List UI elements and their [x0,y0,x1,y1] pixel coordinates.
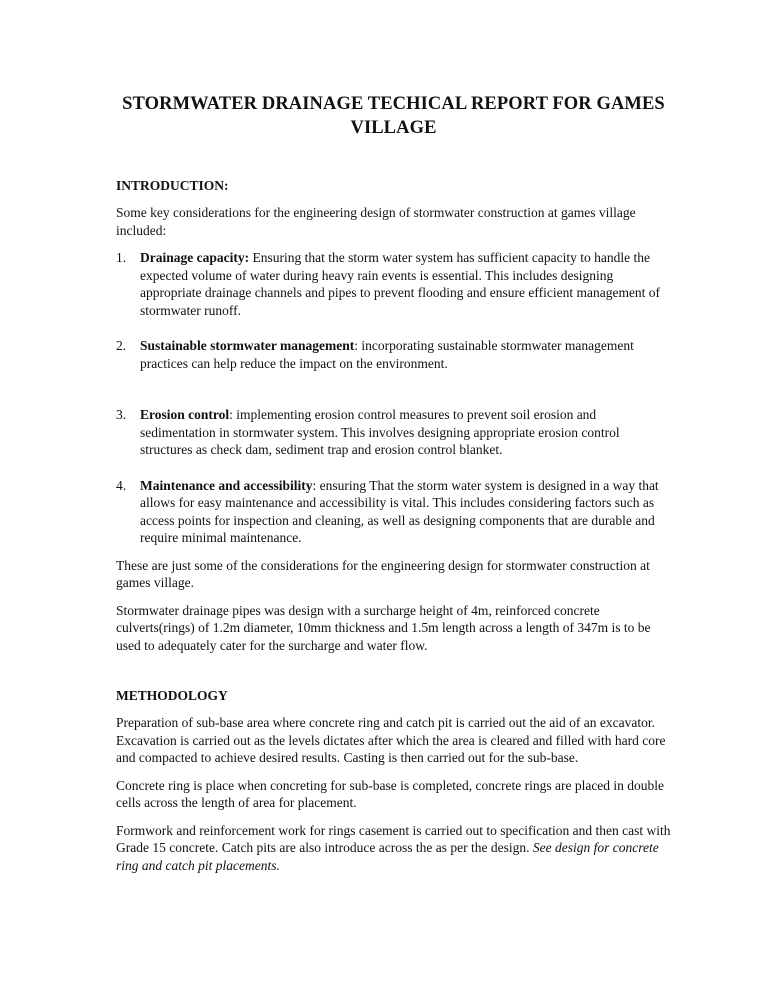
list-item-term: Sustainable stormwater management [140,338,355,353]
list-item-number: 3. [116,407,127,422]
list-item-number: 4. [116,477,127,493]
considerations-list [116,249,671,547]
list-item-text: : implementing erosion control measures to prevent soil erosion and sedimentation in stormwater system. This involves designing appropriate erosion control structures as check dam, sediment trap and erosion control blanket. [140,407,620,457]
list-item-number: 1. [116,250,127,265]
methodology-heading: METHODOLOGY [116,688,228,703]
methodology-paragraph-2: Concrete ring is place when concreting for sub-base is completed, concrete rings are placed in double cells across the length of area for placement. [116,777,665,810]
list-item [116,406,671,459]
methodology-design-reference: See design for concrete ring and catch pit placements. [116,840,659,873]
list-item [116,477,671,547]
methodology-paragraph-1: Preparation of sub-base area where concrete ring and catch pit is carried out the aid of an excavator. Excavation is carried out as the levels dictates after which the area is cleared and filled with hard core and compacted to achieve desired results. Casting is then carried out for the sub-base. [116,715,666,765]
report-title: STORMWATER DRAINAGE TECHICAL REPORT FOR GAMES VILLAGE [122,94,665,138]
list-item-text: : ensuring That the storm water system is designed in a way that allows for easy maintenance and accessibility is vital. This includes considering factors such as access points for inspection and cleaning, as well as designing components that are durable and require minimal maintenance. [140,477,659,545]
methodology-paragraph-3-text: Formwork and reinforcement work for rings casement is carried out to specification and then cast with Grade 15 concrete. Catch pits are also introduce across the as per the design. [116,822,671,855]
list-item-number: 2. [116,338,127,353]
list-item-term: Maintenance and accessibility [140,477,313,493]
list-item-text: : incorporating sustainable stormwater management practices can help reduce the impact on the environment. [140,338,634,371]
methodology-paragraph-3 [116,822,671,875]
list-item-text: Ensuring that the storm water system has sufficient capacity to handle the expected volume of water during heavy rain events is essential. This includes designing appropriate drainage channels and pipes to prevent flooding and ensure efficient management of stormwater runoff. [140,250,661,318]
introduction-heading: INTRODUCTION: [116,178,229,193]
list-item [116,249,671,319]
design-note: Stormwater drainage pipes was design with a surcharge height of 4m, reinforced concrete culverts(rings) of 1.2m diameter, 10mm thickness and 1.5m length across a length of 347m is to be used to adequately cater for the surcharge and water flow. [116,602,651,653]
introduction-summary: These are just some of the considerations for the engineering design for stormwater construction at games village. [116,557,650,590]
list-item-term: Erosion control [140,407,230,422]
list-item [116,337,671,372]
introduction-lead: Some key considerations for the engineering design of stormwater construction at games village included: [116,205,636,238]
list-item-term: Drainage capacity: [140,250,250,265]
